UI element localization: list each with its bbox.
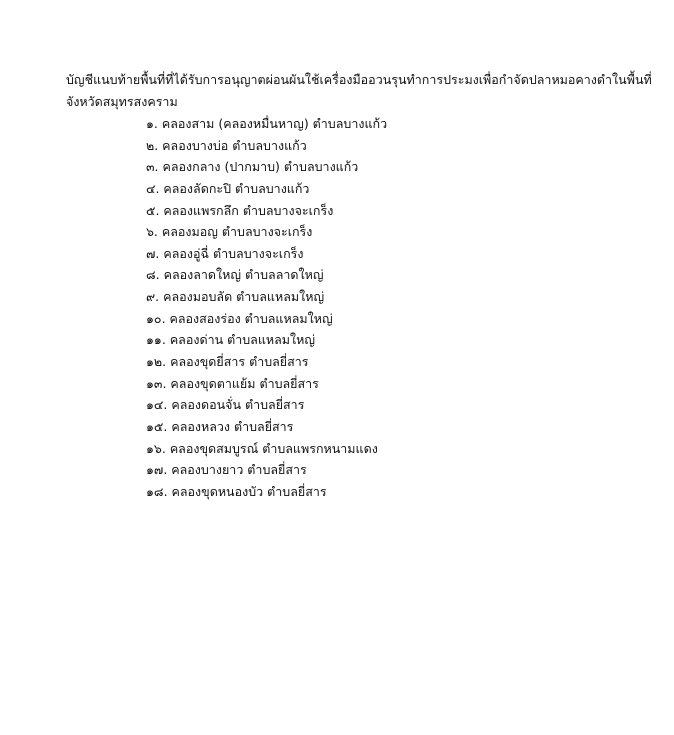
area-list-item: ๑๕. คลองหลวง ตำบลยี่สาร <box>146 418 294 434</box>
area-list-item: ๑๓. คลองขุดตาแย้ม ตำบลยี่สาร <box>146 375 319 391</box>
area-list-item: ๔. คลองลัดกะปิ ตำบลบางแก้ว <box>146 180 310 196</box>
area-list-item: ๒. คลองบางบ่อ ตำบลบางแก้ว <box>146 137 307 153</box>
area-list-item: ๑๔. คลองดอนจั่น ตำบลยี่สาร <box>146 397 305 413</box>
area-list-item: ๓. คลองกลาง (ปากมาบ) ตำบลบางแก้ว <box>146 159 359 175</box>
area-list-item: ๑๐. คลองสองร่อง ตำบลแหลมใหญ่ <box>146 310 333 326</box>
area-list-item: ๑๖. คลองขุดสมบูรณ์ ตำบลแพรกหนามแดง <box>146 440 378 456</box>
area-list-item: ๑๗. คลองบางยาว ตำบลยี่สาร <box>146 462 307 478</box>
area-list-item: ๑๘. คลองขุดหนองบัว ตำบลยี่สาร <box>146 483 327 499</box>
area-list-item: ๖. คลองมอญ ตำบลบางจะเกร็ง <box>146 224 313 240</box>
permitted-area-list <box>146 113 387 503</box>
area-list-item: ๑. คลองสาม (คลองหมื่นหาญ) ตำบลบางแก้ว <box>146 116 388 131</box>
area-list-item: ๙. คลองมอบลัด ตำบลแหลมใหญ่ <box>146 289 325 305</box>
heading-line-1: บัญชีแนบท้ายพื้นที่ที่ได้รับการอนุญาตผ่อนผันใช้เครื่องมืออวนรุนทำการประมงเพื่อกำจัดปลาหมอคางดำในพื้นที่ <box>66 72 652 87</box>
document-heading <box>66 69 656 113</box>
heading-line-2: จังหวัดสมุทรสงคราม <box>66 94 178 109</box>
area-list-item: ๑๑. คลองด่าน ตำบลแหลมใหญ่ <box>146 332 316 348</box>
area-list-item: ๕. คลองแพรกลึก ตำบลบางจะเกร็ง <box>146 202 334 218</box>
area-list-item: ๗. คลองอู่ฉี่ ตำบลบางจะเกร็ง <box>146 245 304 261</box>
area-list-item: ๑๒. คลองขุดยี่สาร ตำบลยี่สาร <box>146 354 309 370</box>
area-list-item: ๘. คลองลาดใหญ่ ตำบลลาดใหญ่ <box>146 267 324 283</box>
